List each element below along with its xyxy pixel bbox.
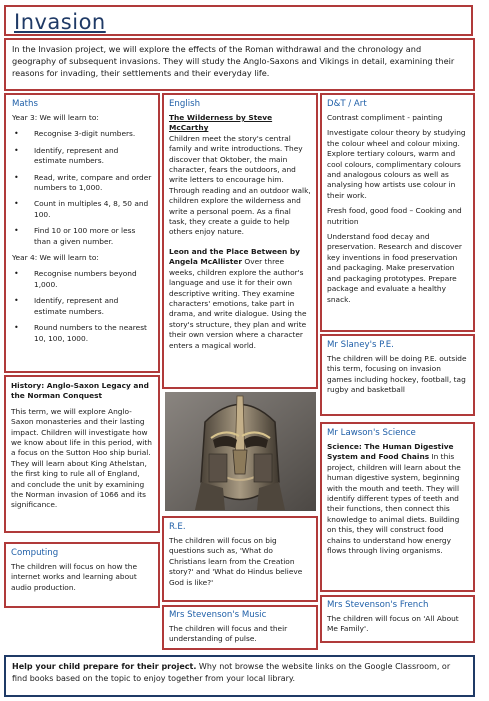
science-text: In this project, children will learn about the human digestive system, beginning with the mouth and teeth. They will identify different types of teeth and their functions, then connect this knowledge to animal diets. Building on this, they will construct food chains to understand how energy flows through living organisms. (327, 452, 461, 556)
english-box (162, 93, 318, 389)
list-item: • Find 10 or 100 more or less than a given number. (12, 226, 152, 247)
computing-text: The children will focus on how the internet works and learning about audio production. (11, 562, 138, 592)
pe-heading: Mr Slaney's P.E. (327, 340, 394, 350)
list-item: • Identify, represent and estimate numbers. (12, 296, 152, 317)
dt-sub1: Contrast compliment - painting (327, 113, 443, 122)
music-box (162, 605, 318, 650)
re-heading: R.E. (169, 522, 186, 532)
re-text: The children will focus on big questions such as, 'What do Christians learn from the Creation story?' and 'What do Hindus believe God is like?' (169, 536, 303, 587)
book1-text: Children meet the story's central family and write introductions. They discover that Oktober, the main character, fears the outdoors, and write letters to encourage him. Through reading and an outdoor walk, children explore the wilderness and write a personal poem. As a final task, they create a guide to help others enjoy nature. (169, 133, 311, 237)
re-box (162, 516, 318, 602)
intro-box (4, 38, 475, 91)
dt-sub2: Fresh food, good food – Cooking and nutrition (327, 206, 462, 226)
science-body (327, 442, 468, 556)
maths-box (4, 93, 160, 373)
science-heading: Mr Lawson's Science (327, 428, 416, 438)
sutton-hoo-helmet-icon (165, 392, 316, 511)
french-box (320, 595, 475, 643)
list-item: • Count in multiples 4, 8, 50 and 100. (12, 199, 152, 220)
book2-text: Over three weeks, children explore the author's language and use it for their own descriptive writing. They examine characters' emotions, take part in drama, and write dialogue. Using the story's structure, they plan and write their own version where a character enters a magical world. (169, 257, 307, 350)
list-item: • Identify, represent and estimate numbers. (12, 146, 152, 167)
english-book1 (169, 113, 311, 238)
history-box (4, 375, 160, 533)
dt-art-heading: D&T / Art (327, 99, 367, 109)
footer-text: Help your child prepare for their project. Why not browse the website links on the Google Classroom, or find books based on the topic to enjoy together from your local library. (12, 662, 451, 683)
year4-label: Year 4: We will learn to: (12, 253, 99, 263)
title-box (4, 5, 473, 36)
music-heading: Mrs Stevenson's Music (169, 610, 267, 620)
footer-lead: Help your child prepare for their project. (12, 662, 197, 671)
maths-heading: Maths (12, 99, 38, 109)
history-text: This term, we will explore Anglo-Saxon monasteries and their lasting impact. Children will investigate how we know about life in this period, with a focus on the Sutton Hoo ship burial. They will learn about King Athelstan, the first king to rule all of England, and conclude the unit by examining the Norman invasion of 1066 and its significance. (11, 406, 152, 510)
pe-text: The children will be doing P.E. outside this term, focusing on invasion games including hockey, football, tag rugby and basketball (327, 354, 467, 395)
year3-label: Year 3: We will learn to: (12, 113, 99, 122)
science-box (320, 422, 475, 592)
list-item: • Read, write, compare and order numbers to 1,000. (12, 173, 152, 194)
music-text: The children will focus and their understanding of pulse. (169, 624, 288, 644)
french-text: The children will focus on 'All About Me Family'. (327, 614, 459, 634)
french-heading: Mrs Stevenson's French (327, 600, 429, 610)
footer-box (4, 655, 475, 697)
page-title: Invasion (14, 10, 106, 34)
dt-art-box (320, 93, 475, 332)
intro-text: In the Invasion project, we will explore the effects of the Roman withdrawal and the chronology and geography of subsequent invasions. They will study the Anglo-Saxons and Vikings in detail, examining their reasons for invading, their settlements and their everyday life. (12, 44, 455, 78)
computing-box (4, 542, 160, 608)
book1-title: The Wilderness by Steve McCarthy (169, 113, 273, 133)
science-subheading: Science: The Human Digestive System and Food Chains (327, 442, 454, 462)
history-heading: History: Anglo-Saxon Legacy and the Norman Conquest (11, 381, 149, 401)
english-heading: English (169, 99, 201, 109)
english-book2 (169, 247, 311, 351)
helmet-image (165, 392, 316, 511)
book2-title: Leon and the Place Between by Angela McAllister (169, 246, 301, 267)
pe-box (320, 334, 475, 416)
computing-heading: Computing (11, 548, 59, 558)
list-item: • Recognise numbers beyond 1,000. (12, 269, 152, 290)
list-item: • Round numbers to the nearest 10, 100, 1000. (12, 323, 152, 344)
list-item: • Recognise 3-digit numbers. (12, 129, 152, 139)
dt-text2: Understand food decay and preservation. Research and discover key inventions in food preservation and packaging. Make preservation and packaging prototypes. Prepare package and evaluate a healthy snack. (327, 232, 462, 304)
year3-list (12, 129, 152, 247)
dt-text1: Investigate colour theory by studying the colour wheel and colour mixing. Explore tertiary colours, warm and cool colours, complimentary colours and analogous colours as well as analysing how artists use colour in their work. (327, 128, 466, 200)
year4-list (12, 269, 152, 343)
